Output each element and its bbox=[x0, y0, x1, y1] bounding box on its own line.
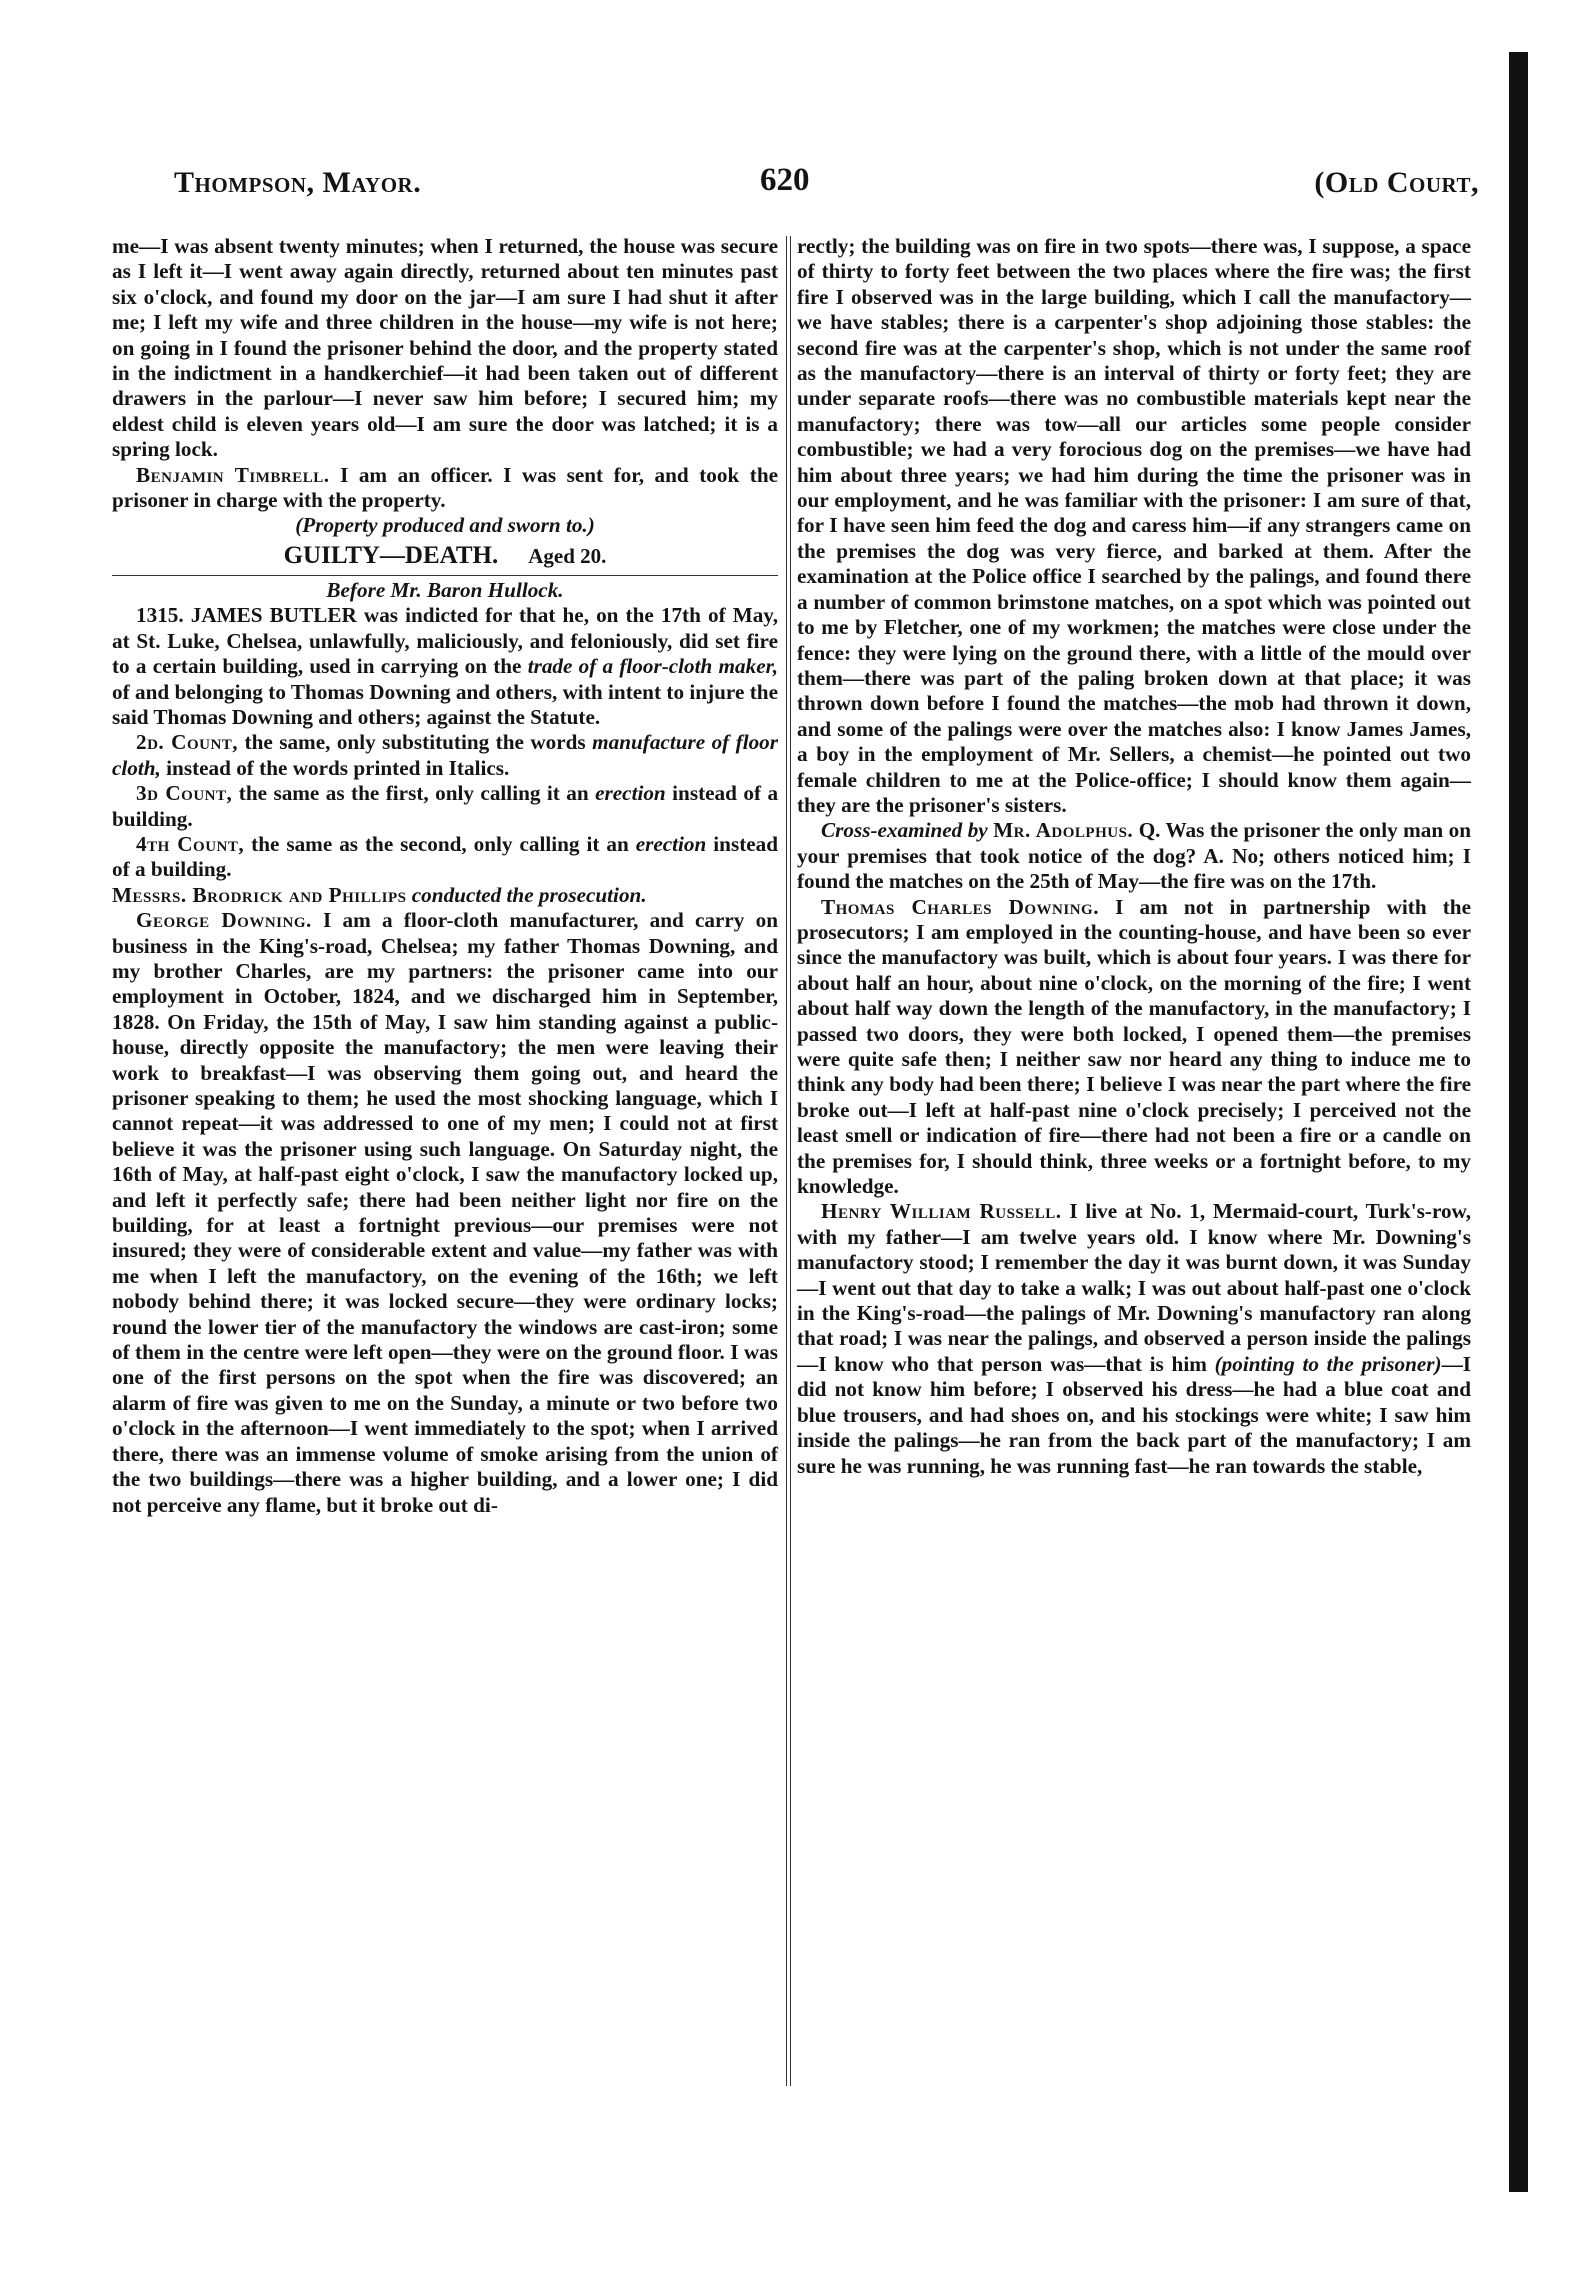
counsel-line bbox=[112, 883, 778, 908]
testimony-paragraph: me—I was absent twenty minutes; when I returned, the house was secure as I left it—I went away again directly, returned about ten minutes past six o'clock, and found my door on the jar—I am sure I had shut it after me; I left my wife and three children in the house—my wife is not here; on going in I found the prisoner behind the door, and the property stated in the indictment in a handkerchief—it had been taken out of different drawers in the parlour—I never saw him before; I secured him; my eldest child is eleven years old—I am sure the door was latched; it is a spring lock. bbox=[112, 234, 778, 462]
case-name: JAMES BUTLER bbox=[190, 603, 357, 628]
testimony-text: I am a floor-cloth manufacturer, and carry on business in the King's-road, Chelsea; my father Thomas Downing, and my brother Charles, are my partners: the prisoner came into our employment in October, 1824, and we discharged him in September, 1828. On Friday, the 15th of May, I saw him standing against a public-house, directly opposite the manufactory; the men were leaving their work to breakfast—I was observing them going out, and heard the prisoner speaking to them; he used the most shocking language, which I cannot repeat—it was addressed to one of my men; I could not at first believe it was the prisoner using such language. On Saturday night, the 16th of May, at half-past eight o'clock, I saw the manufactory locked up, and left it perfectly safe; there had been neither light nor fire on the building, for at least a fortnight previous—our premises were not insured; they were of considerable extent and value—my father was with me when I left the manufactory, on the evening of the 16th; we left nobody behind there; it was locked secure—they were ordinary locks; round the lower tier of the manufactory the windows are cast-iron; some of them in the centre were left open—they were on the ground floor. I was one of the first persons on the spot when the fire was discovered; an alarm of fire was given to me on the Sunday, a minute or two before two o'clock in the afternoon—I went immediately to the spot; when I arrived there, there was an immense volume of smoke arising from the union of the two buildings—there was a higher building, and a lower one; I did not perceive any flame, but it broke out di- bbox=[112, 908, 778, 1517]
verdict bbox=[112, 541, 778, 571]
testimony-text: I am not in partnership with the prosecutors; I am employed in the counting-house, and have been so ever since the manufactory was built, which is about four years. I was there for about half an hour, about nine o'clock, on the morning of the fire; I went about half way down the length of the manufactory, in the manufactory; I passed two doors, they were both locked, I opened them—the premises were quite safe then; I neither saw nor heard any thing to induce me to think any body had been there; I believe I was near the part where the fire broke out—I left at half-past nine o'clock precisely; I perceived not the least smell or indication of fire—there had not been a fire or a candle on the premises for, I should think, three weeks or a fortnight before, to my knowledge. bbox=[797, 894, 1471, 1199]
testimony-paragraph bbox=[797, 895, 1471, 1200]
case-number: 1315. bbox=[136, 603, 184, 628]
testimony-paragraph: rectly; the building was on fire in two spots—there was, I suppose, a space of thirty to forty feet between the two places where the fire was; the first fire I observed was in the large building, which I call the manufactory—we have stables; there is a carpenter's shop adjoining those stables: the second fire was at the carpenter's shop, which is not under the same roof as the manufactory—there is an interval of thirty or forty feet; they are under separate roofs—there was no combustible materials kept near the manufactory; there was tow—all our articles some people consider combustible; we had a very forocious dog on the premises—we have had him about three years; we had him during the time the prisoner was in our employment, and he was familiar with the prisoner: I am sure of that, for I have seen him feed the dog and caress him—if any strangers came on the premises the dog was very fierce, and barked at them. After the examination at the Police office I searched by the palings, and found there a number of common brimstone matches, on a spot which was pointed out to me by Fletcher, one of my workmen; the matches were close under the fence: they were lying on the ground there, with a little of the mould over them—there was part of the paling broken down at that place; it was thrown down before I found the matches—the mob had thrown it down, and some of the palings were over the matches also: I know James James, a boy in the employment of Mr. Sellers, a chemist—he pointed out two female children to me at the Police-office; I should know them again—they are the prisoner's sisters. bbox=[797, 234, 1471, 817]
count-paragraph bbox=[112, 832, 778, 883]
count-label: 2d. Count, bbox=[136, 730, 239, 755]
cross-examination-paragraph bbox=[797, 818, 1471, 894]
cross-text: Q. Was the prisoner the only man on your premises that took notice of the dog? A. No; others noticed him; I found the matches on the 25th of May—the fire was on the 17th. bbox=[797, 818, 1472, 894]
prisoner-age: Aged 20. bbox=[528, 543, 607, 568]
running-head-right: (Old Court, bbox=[1314, 166, 1479, 199]
count-text-continued: instead of a building. bbox=[112, 831, 779, 882]
testimony-text: I live at No. 1, Mermaid-court, Turk's-row, with my father—I am twelve years old. I know where Mr. Downing's manufactory stood; I remember the day it was burnt down, it was Sunday—I went out that day to take a walk; I was out about half-past one o'clock in the King's-road—the palings of Mr. Downing's manufactory ran along that road; I was near the palings, and observed a person inside the palings—I know who that person was—that is him bbox=[797, 1199, 1471, 1376]
testimony-paragraph bbox=[112, 908, 778, 1518]
stage-direction: (pointing to the prisoner) bbox=[1214, 1351, 1442, 1376]
cross-label: Cross-examined by bbox=[821, 818, 988, 843]
judge-heading: Before Mr. Baron Hullock. bbox=[112, 575, 778, 603]
case-paragraph bbox=[112, 603, 778, 730]
count-italic: erection bbox=[595, 781, 666, 806]
count-text: the same as the first, only calling it an bbox=[238, 781, 589, 806]
count-label: 4th Count, bbox=[136, 831, 245, 856]
property-note: (Property produced and sworn to.) bbox=[295, 513, 595, 538]
testimony-text-continued: —I did not know him before; I observed his dress—he had a blue coat and blue trousers, and had shoes on, and his stockings were white; I saw him inside the palings—he ran from the back part of the manufactory; I am sure he was running, he was running fast—he ran towards the stable, bbox=[797, 1351, 1472, 1478]
count-text: the same as the second, only calling it an bbox=[251, 831, 629, 856]
counsel-note: conducted the prosecution. bbox=[411, 882, 647, 907]
testimony-text: I am an officer. I was sent for, and took the prisoner in charge with the property. bbox=[112, 462, 779, 513]
witness-name: Thomas Charles Downing. bbox=[821, 894, 1100, 919]
page-edge-bar bbox=[1509, 52, 1528, 2192]
count-text-continued: instead of a building. bbox=[112, 781, 779, 831]
witness-name: Henry William Russell. bbox=[821, 1199, 1062, 1224]
count-paragraph bbox=[112, 781, 778, 832]
count-italic: erection bbox=[635, 831, 707, 856]
count-text-continued: instead of the words printed in Italics. bbox=[166, 755, 510, 780]
case-text-continued: of and belonging to Thomas Downing and others, with intent to injure the said Thomas Downing and others; against the Statute. bbox=[112, 679, 778, 729]
verdict-text: GUILTY—DEATH. bbox=[283, 541, 499, 569]
cross-counsel: Mr. Adolphus. bbox=[993, 818, 1134, 843]
count-label: 3d Count, bbox=[136, 781, 233, 806]
count-italic: manufacture of floor cloth, bbox=[112, 730, 779, 780]
page-number: 620 bbox=[760, 162, 810, 198]
column-divider bbox=[786, 236, 791, 2086]
case-trade: trade of a floor-cloth maker, bbox=[527, 654, 778, 679]
testimony-paragraph bbox=[112, 463, 778, 514]
right-column bbox=[797, 234, 1471, 1479]
witness-name: Benjamin Timbrell. bbox=[136, 462, 330, 487]
count-text: the same, only substituting the words bbox=[244, 730, 586, 755]
testimony-paragraph bbox=[797, 1199, 1471, 1478]
witness-name: George Downing. bbox=[136, 908, 312, 933]
count-paragraph bbox=[112, 730, 778, 781]
case-text: was indicted for that he, on the 17th of May, at St. Luke, Chelsea, unlawfully, maliciously, and feloniously, did set fire to a certain building, used in carrying on the bbox=[112, 603, 779, 679]
running-head-left: Thompson, Mayor. bbox=[174, 166, 422, 199]
counsel-names: Messrs. Brodrick and Phillips bbox=[112, 882, 407, 907]
left-column bbox=[112, 234, 778, 1518]
running-head bbox=[174, 162, 1479, 210]
